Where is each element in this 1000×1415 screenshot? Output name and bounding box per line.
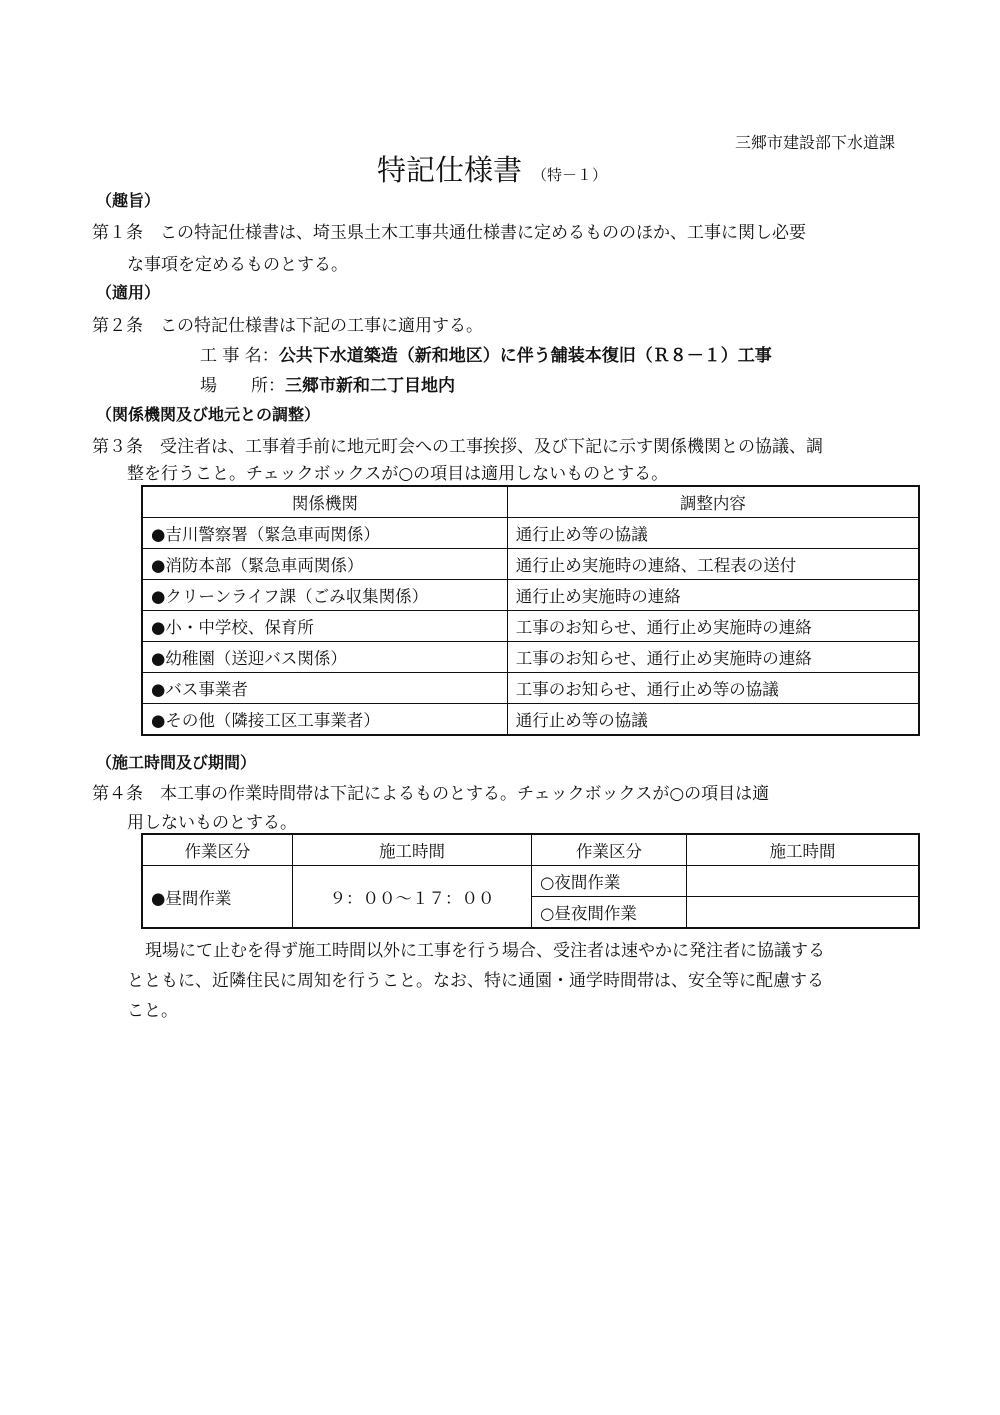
title-text: 特記仕様書 [377,153,523,187]
section-2-heading: （適用） [96,283,161,302]
table-row [142,673,919,704]
work-place-value: 三郷市新和二丁目地内 [285,376,455,396]
agency-coordination-table [141,485,920,736]
section-1-heading: （趣旨） [96,191,161,210]
night-work-cell: ○夜間作業 [532,866,687,897]
table-header-row [142,486,919,518]
agency-cell: ●消防本部（緊急車両関係） [142,549,507,580]
column-header-work-type: 作業区分 [142,834,293,866]
table-row [142,518,919,549]
day-night-work-cell: ○昼夜間作業 [532,897,687,929]
content-cell: 工事のお知らせ、通行止め実施時の連絡 [507,642,919,673]
article-3-line-1: 第３条 受注者は、工事着手前に地元町会への工事挨拶、及び下記に示す関係機関との協議、調 [92,437,823,457]
article-3-line-2: 整を行うこと。チェックボックスが○の項目は適用しないものとする。 [127,464,669,484]
content-cell: 通行止め実施時の連絡 [507,580,919,611]
section-3-heading: （関係機関及び地元との調整） [96,405,321,424]
table-row [142,611,919,642]
agency-cell: ●クリーンライフ課（ごみ収集関係） [142,580,507,611]
work-name-value: 公共下水道築造（新和地区）に伴う舗装本復旧（Ｒ８－１）工事 [278,346,772,366]
note-line-3: こと。 [127,1001,178,1021]
table-header-row [142,834,919,866]
article-4-line-1: 第４条 本工事の作業時間帯は下記によるものとする。チェックボックスが○の項目は適 [92,784,770,804]
content-cell: 通行止め等の協議 [507,518,919,549]
work-name-label: 工 事 名： [200,346,279,366]
article-1-line-1: 第１条 この特記仕様書は、埼玉県土木工事共通仕様書に定めるもののほか、工事に関し必要 [92,223,806,243]
note-line-1: 現場にて止むを得ず施工時間以外に工事を行う場合、受注者は速やかに発注者に協議する [145,941,825,961]
table-row [142,642,919,673]
page-title [377,148,607,189]
night-work-hours-cell [687,866,920,897]
table-row [142,704,919,736]
work-name-row [200,341,772,366]
day-work-cell: ●昼間作業 [142,866,293,929]
agency-cell: ●小・中学校、保育所 [142,611,507,642]
work-place-label: 場 所： [200,376,285,396]
content-cell: 通行止め実施時の連絡、工程表の送付 [507,549,919,580]
title-code: （特－１） [532,166,608,184]
article-2-line-1: 第２条 この特記仕様書は下記の工事に適用する。 [92,316,483,336]
content-cell: 工事のお知らせ、通行止め等の協議 [507,673,919,704]
column-header-agency: 関係機関 [142,486,507,518]
table-row [142,580,919,611]
work-place-row [200,371,455,396]
table-row [142,866,919,897]
agency-cell: ●吉川警察署（緊急車両関係） [142,518,507,549]
note-line-2: とともに、近隣住民に周知を行うこと。なお、特に通園・通学時間帯は、安全等に配慮する [127,971,824,991]
day-night-work-hours-cell [687,897,920,929]
table-row [142,549,919,580]
work-hours-table [141,833,920,929]
section-4-heading: （施工時間及び期間） [96,753,257,772]
content-cell: 通行止め等の協議 [507,704,919,736]
agency-cell: ●幼稚園（送迎バス関係） [142,642,507,673]
day-work-hours-cell: ９：００～１７：００ [293,866,532,929]
content-cell: 工事のお知らせ、通行止め実施時の連絡 [507,611,919,642]
article-4-line-2: 用しないものとする。 [127,813,297,833]
agency-cell: ●その他（隣接工区工事業者） [142,704,507,736]
column-header-content: 調整内容 [507,486,919,518]
department-name: 三郷市建設部下水道課 [735,133,896,152]
article-1-line-2: な事項を定めるものとする。 [127,255,348,275]
column-header-work-hours-2: 施工時間 [687,834,920,866]
column-header-work-type-2: 作業区分 [532,834,687,866]
column-header-work-hours: 施工時間 [293,834,532,866]
agency-cell: ●バス事業者 [142,673,507,704]
